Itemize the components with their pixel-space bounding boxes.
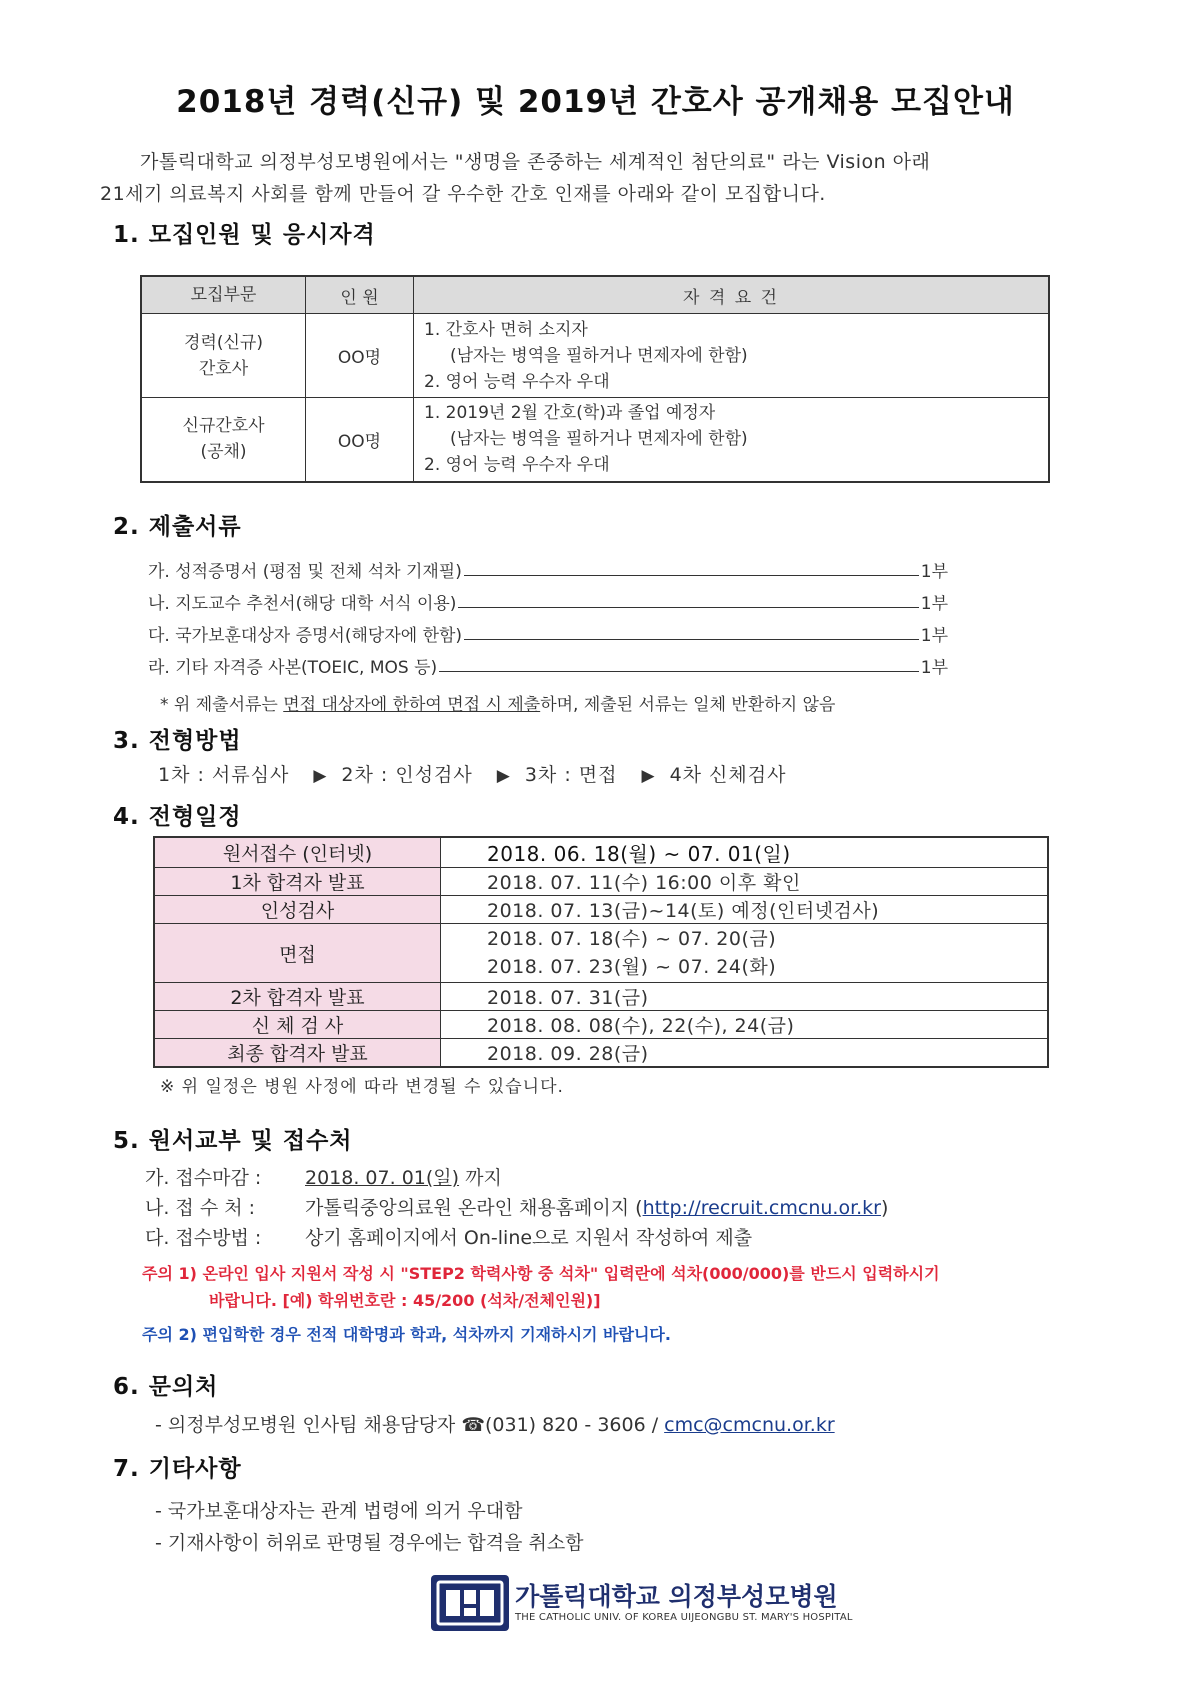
- schedule-value: 2018. 07. 13(금)~14(토) 예정(인터넷검사): [441, 896, 1049, 924]
- recruit-category: 신규간호사 (공채): [141, 398, 306, 482]
- step-item: 1차 : 서류심사: [158, 764, 290, 786]
- arrow-right-icon: ▶: [641, 766, 656, 786]
- recruit-count: OO명: [306, 398, 414, 482]
- list-item: - 국가보훈대상자는 관계 법령에 의거 우대함: [155, 1500, 523, 1522]
- email-link[interactable]: cmc@cmcnu.or.kr: [664, 1414, 835, 1436]
- table-row: [141, 398, 1049, 482]
- recruit-count: OO명: [306, 314, 414, 398]
- table-row: [154, 924, 1048, 983]
- recruit-category: 경력(신규) 간호사: [141, 314, 306, 398]
- schedule-value: 2018. 08. 08(수), 22(수), 24(금): [441, 1011, 1049, 1039]
- table-row: [154, 896, 1048, 924]
- schedule-key: 원서접수 (인터넷): [154, 837, 441, 868]
- recruit-requirements: 1. 2019년 2월 간호(학)과 졸업 예정자 (남자는 병역을 필하거나 면제자에 한함) 2. 영어 능력 우수자 우대: [414, 398, 1050, 482]
- list-item: 가. 접수마감 : 2018. 07. 01(일) 까지: [145, 1167, 502, 1189]
- section-title-recruitment: 1. 모집인원 및 응시자격: [113, 222, 376, 248]
- schedule-key: 2차 합격자 발표: [154, 983, 441, 1011]
- hospital-logo-icon: [430, 1574, 510, 1632]
- schedule-note: ※ 위 일정은 병원 사정에 따라 변경될 수 있습니다.: [160, 1077, 564, 1097]
- documents-note: * 위 제출서류는 면접 대상자에 한하여 면접 시 제출하며, 제출된 서류는 일체 반환하지 않음: [160, 695, 836, 715]
- intro-paragraph: [100, 146, 1090, 210]
- intro-line: 21세기 의료복지 사회를 함께 만들어 갈 우수한 간호 인재를 아래와 같이 모집합니다.: [100, 183, 826, 205]
- section-title-application: 5. 원서교부 및 접수처: [113, 1128, 353, 1154]
- schedule-key: 1차 합격자 발표: [154, 868, 441, 896]
- table-row: [154, 837, 1048, 868]
- schedule-value: 2018. 09. 28(금): [441, 1039, 1049, 1068]
- section-title-schedule: 4. 전형일정: [113, 804, 242, 830]
- section-title-contact: 6. 문의처: [113, 1374, 219, 1400]
- recruit-site-link[interactable]: http://recruit.cmcnu.or.kr: [642, 1197, 881, 1219]
- intro-line: 가톨릭대학교 의정부성모병원에서는 "생명을 존중하는 세계적인 첨단의료" 라는 Vision 아래: [140, 151, 931, 173]
- section-title-etc: 7. 기타사항: [113, 1456, 242, 1482]
- list-item: 나. 지도교수 추천서(해당 대학 서식 이용) 1부: [148, 594, 948, 614]
- arrow-right-icon: ▶: [496, 766, 511, 786]
- table-header: 인 원: [306, 276, 414, 314]
- list-item: - 기재사항이 허위로 판명될 경우에는 합격을 취소함: [155, 1532, 584, 1554]
- warning-note-2: 주의 2) 편입학한 경우 전적 대학명과 학과, 석차까지 기재하시기 바랍니다.: [142, 1325, 671, 1344]
- etc-list: [155, 1495, 584, 1559]
- warning-note-1: 주의 1) 온라인 입사 지원서 작성 시 "STEP2 학력사항 중 석차" 입력란에 석차(000/000)를 반드시 입력하시기 바랍니다. [예) 학위번호란 : 45/200 (석차/전체인원)]: [142, 1264, 940, 1310]
- contact-info: - 의정부성모병원 인사팀 채용담당자 ☎(031) 820 - 3606 / cmc@cmcnu.or.kr: [155, 1414, 835, 1436]
- list-item: 나. 접 수 처 : 가톨릭중앙의료원 온라인 채용홈페이지 (http://recruit.cmcnu.or.kr): [145, 1197, 889, 1219]
- list-item: 가. 성적증명서 (평점 및 전체 석차 기재필) 1부: [148, 562, 948, 582]
- schedule-value: 2018. 06. 18(월) ~ 07. 01(일): [441, 837, 1049, 868]
- table-header: 자 격 요 건: [414, 276, 1050, 314]
- schedule-key: 최종 합격자 발표: [154, 1039, 441, 1068]
- schedule-key: 면접: [154, 924, 441, 983]
- table-row: [141, 314, 1049, 398]
- section-title-process: 3. 전형방법: [113, 728, 242, 754]
- list-item: 라. 기타 자격증 사본(TOEIC, MOS 등) 1부: [148, 658, 948, 678]
- table-row: [154, 868, 1048, 896]
- page-title: 2018년 경력(신규) 및 2019년 간호사 공개채용 모집안내: [176, 84, 1015, 120]
- table-row: [154, 1039, 1048, 1068]
- step-item: 3차 : 면접: [524, 764, 618, 786]
- table-row: [154, 1011, 1048, 1039]
- schedule-table: [153, 836, 1049, 1068]
- documents-list: [148, 550, 948, 678]
- table-header: 모집부문: [141, 276, 306, 314]
- schedule-key: 신 체 검 사: [154, 1011, 441, 1039]
- hospital-name-ko: 가톨릭대학교 의정부성모병원: [515, 1582, 838, 1611]
- recruit-requirements: 1. 간호사 면허 소지자 (남자는 병역을 필하거나 면제자에 한함) 2. 영어 능력 우수자 우대: [414, 314, 1050, 398]
- table-row: [154, 983, 1048, 1011]
- step-item: 4차 신체검사: [669, 764, 787, 786]
- selection-steps: [158, 760, 786, 787]
- application-info: [145, 1163, 888, 1253]
- list-item: 다. 접수방법 : 상기 홈페이지에서 On-line으로 지원서 작성하여 제출: [145, 1227, 753, 1249]
- recruitment-table: [140, 275, 1050, 483]
- schedule-value: 2018. 07. 11(수) 16:00 이후 확인: [441, 868, 1049, 896]
- schedule-value: 2018. 07. 18(수) ~ 07. 20(금) 2018. 07. 23(월) ~ 07. 24(화): [441, 924, 1049, 983]
- section-title-documents: 2. 제출서류: [113, 514, 242, 540]
- list-item: 다. 국가보훈대상자 증명서(해당자에 한함) 1부: [148, 626, 948, 646]
- hospital-name-en: THE CATHOLIC UNIV. OF KOREA UIJEONGBU ST. MARY'S HOSPITAL: [515, 1612, 853, 1623]
- schedule-value: 2018. 07. 31(금): [441, 983, 1049, 1011]
- step-item: 2차 : 인성검사: [341, 764, 473, 786]
- schedule-key: 인성검사: [154, 896, 441, 924]
- arrow-right-icon: ▶: [313, 766, 328, 786]
